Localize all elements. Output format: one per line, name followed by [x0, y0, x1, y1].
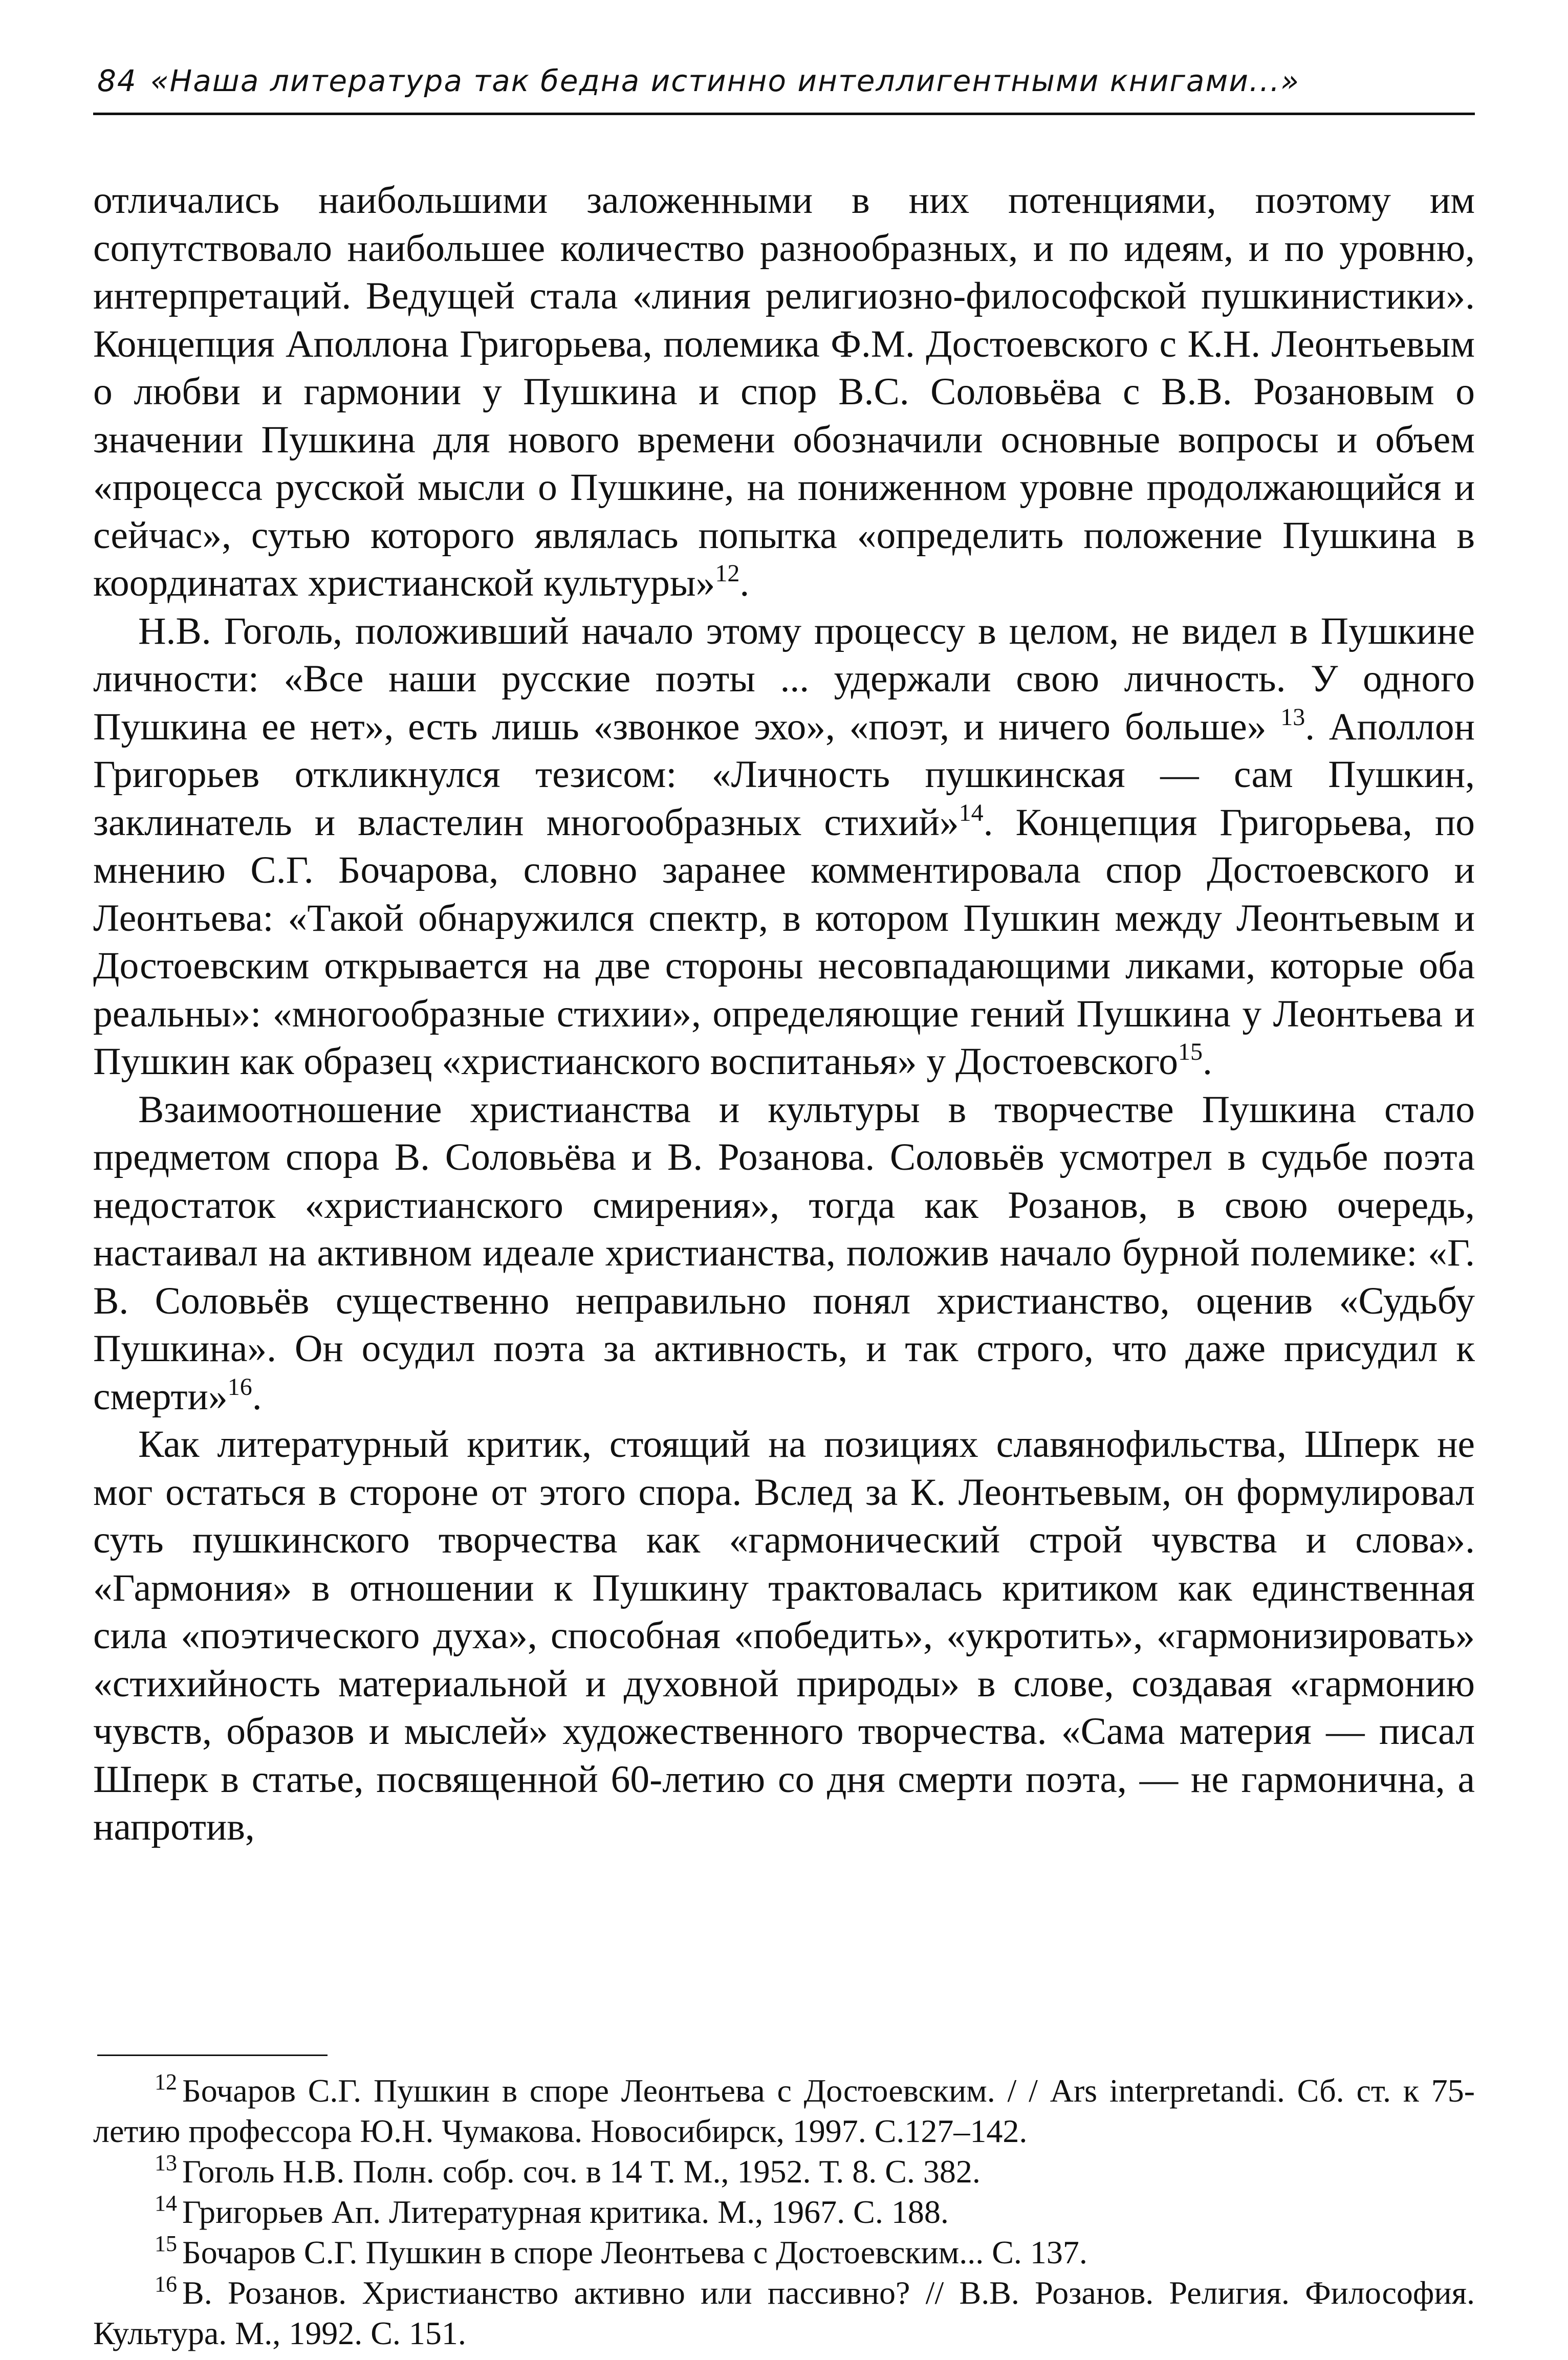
paragraph-1-text: отличались наибольшими заложенными в них потенциями, поэтому им сопутствовало наибольшее количество разнообразных, и по идеям, и по уровню, интерпретаций. Ведущей стала «линия религиозно-философской пушкинистики». Концепция Аполлона Григорьева, полемика Ф.М. Достоевского с К.Н. Леонтьевым о любви и гармонии у Пушкина и спор В.С. Соловьёва с В.В. Розановым о значении Пушкина для нового времени обозначили основные вопросы и объем «процесса русской мысли о Пушкине, на пониженном уровне продолжающийся и сейчас», сутью которого являлась попытка «определить положение Пушкина в координатах христианской культуры» [93, 179, 1475, 604]
paragraph-2-text-c: . Концепция Григорьева, по мнению С.Г. Бочарова, словно заранее комментировала спор Достоевского и Леонтьева: «Такой обнаружился спектр, в котором Пушкин между Леонтьевым и Достоевским открывается на две стороны несовпадающими ликами, которые оба реальны»: «многообразные стихии», определяющие гений Пушкина у Леонтьева и Пушкин как образец «христианского воспитанья» у Достоевского [93, 801, 1475, 1083]
footnote-13 [93, 2151, 1475, 2192]
paragraph-1 [93, 177, 1475, 607]
footnote-number: 14 [155, 2191, 177, 2216]
paragraph-3-end: . [252, 1375, 262, 1418]
paragraph-4 [93, 1421, 1475, 1851]
footnote-text: Гоголь Н.В. Полн. собр. соч. в 14 Т. М., 1952. Т. 8. С. 382. [182, 2153, 981, 2190]
footnotes [93, 2070, 1475, 2353]
paragraph-2-end: . [1203, 1040, 1212, 1083]
page-number: 84 [97, 63, 137, 98]
footnote-ref-15[interactable]: 15 [1178, 1038, 1203, 1065]
footnote-separator [97, 2055, 328, 2056]
paragraph-4-text: Как литературный критик, стоящий на позициях славянофильства, Шперк не мог остаться в стороне от этого спора. Вслед за К. Леонтьевым, он формулировал суть пушкинского творчества как «гармонический строй чувства и слова». «Гармония» в отношении к Пушкину трактовалась критиком как единственная сила «поэтического духа», способная «победить», «укротить», «гармонизировать» «стихийность материальной и духовной природы» в слове, создавая «гармонию чувств, образов и мыслей» художественного творчества. «Сама материя — писал Шперк в статье, посвященной 60-летию со дня смерти поэта, — не гармонична, а напротив, [93, 1423, 1475, 1848]
footnote-number: 15 [155, 2231, 177, 2256]
paragraph-3-text: Взаимоотношение христианства и культуры в творчестве Пушкина стало предметом спора В. Соловьёва и В. Розанова. Соловьёв усмотрел в судьбе поэта недостаток «христианского смирения», тогда как Розанов, в свою очередь, настаивал на активном идеале христианства, положив начало бурной полемике: «Г. В. Соловьёв существенно неправильно понял христианство, оценив «Судьбу Пушкина». Он осудил поэта за активность, и так строго, что даже присудил к смерти» [93, 1088, 1475, 1418]
footnote-number: 16 [155, 2271, 177, 2297]
footnote-15 [93, 2232, 1475, 2272]
footnote-number: 13 [155, 2150, 177, 2175]
paragraph-2 [93, 607, 1475, 1086]
paragraph-1-end: . [739, 562, 750, 604]
running-header [97, 60, 1474, 101]
footnote-text: В. Розанов. Христианство активно или пассивно? // В.В. Розанов. Религия. Философия. Культура. М., 1992. С. 151. [93, 2275, 1475, 2351]
footnote-16 [93, 2272, 1475, 2353]
footnote-text: Григорьев Ап. Литературная критика. М., 1967. С. 188. [182, 2194, 949, 2230]
paragraph-2-text-a: Н.В. Гоголь, положивший начало этому процессу в целом, не видел в Пушкине личности: «Все наши русские поэты ... удержали свою личность. У одного Пушкина ее нет», есть лишь «звонкое эхо», «поэт, и ничего больше» [93, 609, 1475, 748]
footnote-number: 12 [155, 2069, 177, 2094]
paragraph-2-text-b: . Аполлон Григорьев откликнулся тезисом: «Личность пушкинская — сам Пушкин, заклинатель и властелин многообразных стихий» [93, 705, 1475, 844]
footnote-ref-13[interactable]: 13 [1280, 703, 1305, 731]
footnote-12 [93, 2070, 1475, 2151]
footnote-14 [93, 2192, 1475, 2232]
footnote-text: Бочаров С.Г. Пушкин в споре Леонтьева с Достоевским. / / Ars interpretandi. Сб. ст. к 75-летию профессора Ю.Н. Чумакова. Новосибирск, 1997. С.127–142. [93, 2072, 1475, 2149]
running-title: «Наша литература так бедна истинно интеллигентными книгами...» [150, 63, 1300, 98]
footnote-ref-12[interactable]: 12 [715, 560, 740, 587]
paragraph-3 [93, 1086, 1475, 1421]
footnote-ref-14[interactable]: 14 [959, 799, 984, 826]
header-rule [93, 113, 1475, 115]
footnote-text: Бочаров С.Г. Пушкин в споре Леонтьева с Достоевским... С. 137. [182, 2234, 1087, 2270]
footnote-ref-16[interactable]: 16 [227, 1373, 252, 1401]
main-text [93, 177, 1475, 1851]
